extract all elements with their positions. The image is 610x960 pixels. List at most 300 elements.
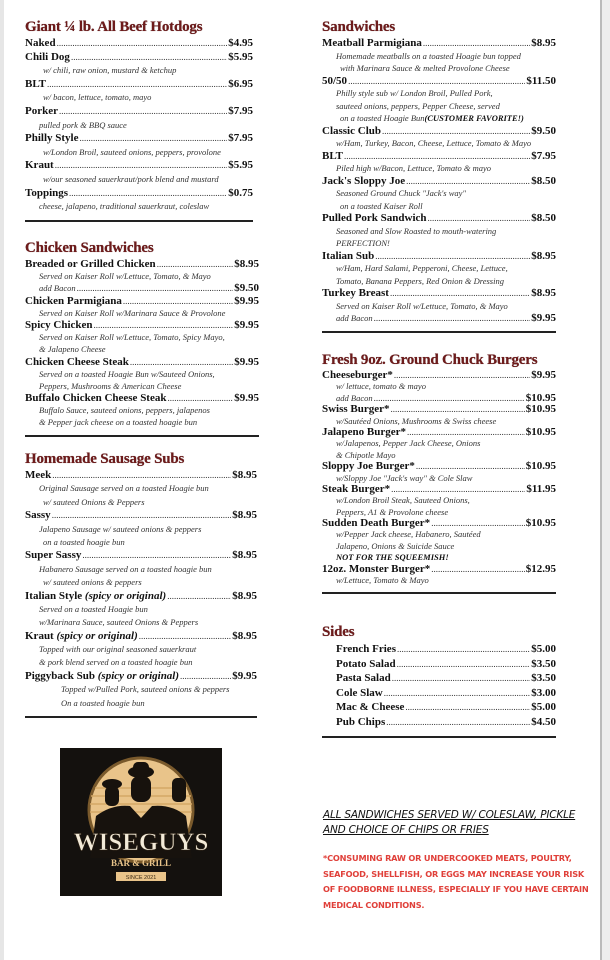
item-description bbox=[25, 91, 253, 105]
item-name-text: Pasta Salad bbox=[336, 672, 391, 685]
menu-item bbox=[25, 159, 253, 173]
dot-leader bbox=[52, 509, 232, 522]
item-name-text: Turkey Breast bbox=[322, 287, 389, 299]
section-divider bbox=[322, 592, 556, 594]
item-name-text: Philly Style bbox=[25, 132, 79, 145]
item-name bbox=[322, 484, 390, 495]
menu-item bbox=[25, 51, 253, 65]
item-price: $8.95 bbox=[232, 589, 257, 602]
item-name bbox=[25, 105, 58, 119]
item-name-text: Chili Dog bbox=[25, 50, 70, 63]
item-name bbox=[25, 630, 138, 643]
item-description bbox=[25, 200, 253, 214]
item-description bbox=[322, 200, 556, 213]
logo-since: SINCE 2021 bbox=[125, 875, 157, 881]
item-description bbox=[322, 575, 556, 586]
item-price: $0.75 bbox=[228, 186, 253, 199]
item-price: $3.50 bbox=[531, 672, 556, 685]
item-description bbox=[25, 683, 257, 696]
dot-leader bbox=[55, 159, 228, 173]
menu-item bbox=[25, 187, 253, 201]
item-name bbox=[25, 159, 54, 173]
item-description bbox=[25, 643, 257, 656]
description-text: Topped with our original seasoned sauerkraut bbox=[39, 644, 197, 655]
menu-item bbox=[25, 319, 259, 331]
item-name-text: Super Sassy bbox=[25, 549, 82, 562]
item-price: $8.95 bbox=[232, 509, 257, 522]
item-description bbox=[322, 416, 556, 427]
dot-leader bbox=[405, 700, 530, 715]
item-name bbox=[322, 75, 347, 88]
section-sandwiches bbox=[322, 17, 556, 333]
item-description bbox=[25, 616, 257, 629]
dot-leader bbox=[344, 150, 530, 163]
menu-item bbox=[322, 287, 556, 300]
section-title: Giant ¼ lb. All Beef Hotdogs bbox=[25, 19, 203, 35]
item-name-option: (spicy or original) bbox=[56, 629, 138, 642]
item-price: $11.50 bbox=[526, 74, 556, 87]
item-name bbox=[322, 250, 374, 263]
item-name bbox=[322, 370, 393, 381]
menu-item bbox=[25, 630, 257, 643]
item-name-text: Sloppy Joe Burger* bbox=[322, 461, 415, 473]
description-highlight: NOT FOR THE SQUEEMISH! bbox=[336, 552, 449, 563]
item-description bbox=[25, 343, 259, 355]
description-text: w/Ham, Turkey, Bacon, Cheese, Lettuce, Tomato & Mayo bbox=[336, 138, 532, 148]
item-name-text: Porker bbox=[25, 104, 58, 117]
menu-item bbox=[322, 715, 556, 730]
item-description bbox=[322, 100, 556, 113]
item-name-text: Steak Burger* bbox=[322, 483, 391, 495]
item-name bbox=[322, 37, 422, 50]
description-text: Jalapeno Sausage w/ sauteed onions & peppers bbox=[39, 523, 202, 534]
item-price: $5.95 bbox=[228, 50, 253, 63]
item-description bbox=[25, 576, 257, 589]
item-price: $10.95 bbox=[525, 392, 556, 404]
item-price: $8.95 bbox=[234, 258, 259, 270]
description-text: Seasoned and Slow Roasted to mouth-watering bbox=[336, 225, 497, 236]
item-price: $9.95 bbox=[234, 392, 259, 405]
description-text: on a toasted Hoagie Bun bbox=[340, 113, 425, 123]
item-name bbox=[25, 258, 156, 270]
description-text: PERFECTION! bbox=[336, 238, 390, 248]
item-price: $9.50 bbox=[234, 282, 259, 295]
item-name-text: 12oz. Monster Burger* bbox=[322, 563, 431, 575]
item-name-text: Kraut bbox=[25, 159, 54, 172]
dot-leader bbox=[431, 518, 525, 529]
section-title: Sides bbox=[322, 624, 355, 640]
item-description bbox=[25, 64, 253, 78]
description-highlight: (CUSTOMER FAVORITE!) bbox=[424, 113, 524, 123]
menu-item bbox=[25, 295, 259, 307]
description-text: Jalapeno, Onions & Suicide Sauce bbox=[336, 540, 455, 551]
item-name-text: 50/50 bbox=[322, 74, 348, 87]
item-name bbox=[25, 549, 81, 562]
menu-item bbox=[25, 105, 253, 119]
dot-leader bbox=[384, 686, 531, 701]
item-name bbox=[25, 356, 129, 368]
item-price: $10.95 bbox=[525, 426, 556, 438]
menu-item bbox=[322, 125, 556, 138]
menu-item bbox=[322, 700, 556, 715]
menu-item bbox=[322, 461, 556, 472]
menu-item bbox=[322, 37, 556, 50]
item-name bbox=[25, 51, 70, 65]
menu-item bbox=[322, 427, 556, 438]
item-name bbox=[322, 404, 390, 415]
item-description bbox=[25, 146, 253, 160]
item-name-text: Naked bbox=[25, 37, 56, 49]
item-description bbox=[322, 495, 556, 506]
item-description bbox=[25, 697, 257, 710]
section-title: Fresh 9oz. Ground Chuck Burgers bbox=[322, 352, 538, 368]
item-description bbox=[322, 300, 556, 313]
section-divider bbox=[25, 220, 253, 222]
dot-leader bbox=[82, 549, 231, 562]
section-burgers bbox=[322, 350, 556, 594]
dot-leader bbox=[180, 670, 231, 683]
item-price: $9.50 bbox=[531, 124, 556, 137]
description-text: w/ lettuce, tomato & mayo bbox=[336, 381, 426, 392]
item-name-text: Chicken Cheese Steak bbox=[25, 355, 129, 368]
item-price: $8.95 bbox=[232, 469, 257, 481]
item-price: $9.95 bbox=[234, 294, 259, 307]
item-name bbox=[336, 393, 373, 404]
description-text: w/our seasoned sauerkraut/pork blend and mustard bbox=[43, 173, 219, 184]
item-name bbox=[322, 287, 389, 300]
item-description bbox=[25, 496, 257, 509]
item-name bbox=[322, 150, 343, 163]
menu-item bbox=[25, 670, 257, 683]
item-name-text: Breaded or Grilled Chicken bbox=[25, 258, 156, 270]
item-name bbox=[322, 427, 406, 438]
dot-leader bbox=[69, 187, 227, 201]
item-price: $9.95 bbox=[232, 669, 257, 682]
item-description bbox=[322, 62, 556, 75]
item-name-text: BLT bbox=[25, 77, 47, 90]
menu-item bbox=[322, 657, 556, 672]
description-text: with Marinara Sauce & melted Provolone Cheese bbox=[340, 63, 510, 73]
item-name bbox=[25, 319, 93, 331]
dot-leader bbox=[428, 212, 531, 225]
item-name-text: Meatball Parmigiana bbox=[322, 37, 422, 49]
menu-item bbox=[322, 404, 556, 415]
item-description bbox=[25, 416, 259, 428]
menu-item bbox=[25, 258, 259, 270]
description-text: w/Jalapenos, Pepper Jack Cheese, Onions bbox=[336, 438, 481, 449]
description-text: Homemade meatballs on a toasted Hoagie bun topped bbox=[336, 50, 521, 61]
item-price: $8.95 bbox=[531, 37, 556, 49]
dot-leader bbox=[391, 404, 525, 415]
item-name bbox=[25, 469, 51, 482]
item-name-text: Jalapeno Burger* bbox=[322, 426, 407, 438]
description-text: Philly style sub w/ London Broil, Pulled Pork, bbox=[336, 88, 493, 98]
item-price: $8.95 bbox=[232, 549, 257, 562]
item-description bbox=[25, 331, 259, 343]
item-description bbox=[25, 368, 259, 380]
item-description bbox=[25, 563, 257, 576]
item-name bbox=[25, 187, 68, 201]
addon-row bbox=[322, 393, 556, 404]
description-text: Topped w/Pulled Pork, sauteed onions & peppers bbox=[61, 684, 230, 695]
dot-leader bbox=[59, 105, 227, 119]
item-description bbox=[25, 307, 259, 319]
item-name bbox=[25, 295, 122, 307]
description-text: Served on Kaiser Roll w/Lettuce, Tomato, Spicy Mayo, bbox=[39, 332, 225, 343]
item-name-text: BLT bbox=[322, 149, 344, 162]
description-text: on a toasted Kaiser Roll bbox=[340, 200, 423, 211]
item-description bbox=[25, 173, 253, 187]
menu-item bbox=[322, 75, 556, 88]
description-text: Piled high w/Bacon, Lettuce, Tomato & mayo bbox=[336, 163, 492, 173]
item-name-text: Italian Style bbox=[25, 589, 83, 602]
logo-emblem-icon bbox=[60, 748, 222, 896]
dot-leader bbox=[123, 295, 233, 307]
dot-leader bbox=[57, 37, 228, 51]
description-text: w/ sauteed Onions & Peppers bbox=[43, 496, 145, 507]
item-name-text: Mac & Cheese bbox=[336, 701, 405, 714]
menu-item bbox=[25, 132, 253, 146]
item-name bbox=[322, 125, 381, 138]
description-text: w/Sloppy Joe "Jack's way" & Cole Slaw bbox=[336, 472, 473, 483]
menu-item bbox=[322, 484, 556, 495]
item-description bbox=[25, 404, 259, 416]
description-text: Served on Kaiser Roll w/Lettuce, Tomato, & Mayo bbox=[336, 300, 508, 311]
menu-item bbox=[322, 370, 556, 381]
item-name-option: (spicy or original) bbox=[97, 669, 180, 682]
menu-item bbox=[322, 250, 556, 263]
item-name bbox=[25, 78, 46, 92]
item-name-text: Sudden Death Burger* bbox=[322, 518, 431, 530]
section-divider bbox=[25, 716, 257, 718]
item-name bbox=[322, 461, 415, 472]
dot-leader bbox=[77, 282, 234, 294]
item-name-text: Classic Club bbox=[322, 124, 381, 137]
addon-row bbox=[25, 282, 259, 294]
menu-item bbox=[322, 642, 556, 657]
dot-leader bbox=[382, 125, 530, 138]
item-name bbox=[322, 212, 427, 225]
dot-leader bbox=[167, 590, 231, 603]
dot-leader bbox=[423, 37, 530, 50]
menu-item bbox=[25, 590, 257, 603]
section-title: Chicken Sandwiches bbox=[25, 240, 154, 256]
description-text: & Pepper jack cheese on a toasted hoagie bun bbox=[39, 417, 198, 428]
menu-item bbox=[25, 549, 257, 562]
description-text: w/Pepper Jack cheese, Habanero, Sautéed bbox=[336, 529, 481, 540]
page-scrollbar[interactable] bbox=[600, 0, 610, 960]
wiseguys-logo bbox=[60, 748, 222, 896]
description-text: w/ sauteed onions & peppers bbox=[43, 577, 142, 588]
dot-leader bbox=[79, 132, 227, 146]
item-price: $3.00 bbox=[531, 686, 556, 699]
dot-leader bbox=[416, 461, 525, 472]
description-text: w/ bacon, lettuce, tomato, mayo bbox=[43, 92, 152, 103]
dot-leader bbox=[431, 564, 525, 575]
dot-leader bbox=[52, 469, 231, 482]
dot-leader bbox=[71, 51, 227, 65]
description-text: & Chipotle Mayo bbox=[336, 449, 396, 460]
item-price: $12.95 bbox=[525, 563, 556, 575]
item-description bbox=[322, 112, 556, 125]
item-name bbox=[336, 312, 373, 325]
item-description bbox=[322, 162, 556, 175]
item-description bbox=[322, 507, 556, 518]
menu-item bbox=[25, 356, 259, 368]
menu-item bbox=[322, 150, 556, 163]
page-edge-left bbox=[0, 0, 4, 960]
section-sides bbox=[322, 622, 556, 738]
item-price: $5.00 bbox=[531, 701, 556, 714]
item-price: $6.95 bbox=[228, 77, 253, 90]
item-description bbox=[25, 482, 257, 495]
description-text: w/Sautéed Onions, Mushrooms & Swiss cheese bbox=[336, 415, 497, 426]
item-description bbox=[322, 87, 556, 100]
menu-item bbox=[25, 509, 257, 522]
dot-leader bbox=[397, 657, 531, 672]
item-name bbox=[336, 700, 404, 715]
item-name-text: Cheeseburger* bbox=[322, 370, 393, 381]
description-text: cheese, jalapeno, traditional sauerkraut, coleslaw bbox=[39, 201, 210, 212]
section-divider bbox=[25, 435, 259, 437]
menu-item bbox=[25, 392, 259, 404]
item-description bbox=[322, 275, 556, 288]
item-name-option: (spicy or original) bbox=[84, 589, 167, 602]
item-name-text: Italian Sub bbox=[322, 249, 375, 262]
menu-item bbox=[322, 212, 556, 225]
dot-leader bbox=[374, 312, 531, 325]
item-price: $11.95 bbox=[526, 483, 556, 495]
item-name bbox=[336, 671, 391, 686]
item-name bbox=[25, 392, 166, 404]
item-description bbox=[322, 137, 556, 150]
item-description bbox=[322, 473, 556, 484]
item-price: $10.95 bbox=[525, 518, 556, 530]
item-name bbox=[322, 175, 405, 188]
dot-leader bbox=[94, 319, 234, 331]
item-name-text: French Fries bbox=[336, 643, 396, 655]
dot-leader bbox=[394, 370, 530, 381]
dot-leader bbox=[375, 250, 530, 263]
section-title: Sandwiches bbox=[322, 19, 396, 35]
item-name-text: add Bacon bbox=[39, 283, 76, 294]
dot-leader bbox=[386, 715, 530, 730]
section-chicken-sandwiches bbox=[25, 238, 259, 437]
logo-name: WISEGUYS bbox=[73, 829, 209, 856]
description-text: w/ chili, raw onion, mustard & ketchup bbox=[43, 65, 177, 76]
item-name-text: Potato Salad bbox=[336, 657, 396, 670]
description-text: w/London Broil, sauteed onions, peppers, provolone bbox=[43, 146, 221, 157]
description-text: Served on Kaiser Roll w/Marinara Sauce & Provolone bbox=[39, 307, 226, 318]
item-price: $4.95 bbox=[228, 37, 253, 49]
dot-leader bbox=[391, 484, 525, 495]
item-description bbox=[25, 119, 253, 133]
dot-leader bbox=[392, 671, 531, 686]
item-name-text: Toppings bbox=[25, 186, 69, 199]
description-text: Peppers, A1 & Provolone cheese bbox=[336, 506, 449, 517]
item-name bbox=[25, 132, 78, 146]
item-price: $7.95 bbox=[531, 149, 556, 162]
dot-leader bbox=[47, 78, 227, 92]
dot-leader bbox=[130, 356, 233, 368]
item-price: $4.50 bbox=[531, 715, 556, 728]
item-price: $9.95 bbox=[234, 355, 259, 368]
dot-leader bbox=[397, 642, 530, 657]
item-description bbox=[25, 656, 257, 669]
item-description bbox=[25, 603, 257, 616]
item-name-text: add Bacon bbox=[336, 392, 373, 403]
dot-leader bbox=[374, 393, 525, 404]
menu-item bbox=[322, 175, 556, 188]
description-text: pulled pork & BBQ sauce bbox=[39, 119, 127, 130]
description-text: Tomato, Banana Peppers, Red Onion & Dressing bbox=[336, 275, 504, 286]
item-name bbox=[39, 282, 76, 294]
item-description bbox=[25, 270, 259, 282]
item-price: $5.00 bbox=[531, 643, 556, 655]
item-description bbox=[322, 450, 556, 461]
item-name bbox=[25, 670, 179, 683]
item-name-text: Pub Chips bbox=[336, 715, 386, 728]
item-price: $7.95 bbox=[228, 104, 253, 117]
item-description bbox=[322, 187, 556, 200]
section-sausage-subs bbox=[25, 449, 257, 718]
dot-leader bbox=[407, 427, 525, 438]
item-name bbox=[322, 564, 430, 575]
description-text: Peppers, Mushrooms & American Cheese bbox=[39, 380, 182, 391]
menu-item bbox=[25, 469, 257, 482]
item-description bbox=[322, 552, 556, 563]
item-name-text: add Bacon bbox=[336, 313, 373, 323]
item-price: $9.95 bbox=[531, 370, 556, 381]
item-name-text: Kraut bbox=[25, 629, 54, 642]
dot-leader bbox=[157, 258, 234, 270]
item-description bbox=[25, 536, 257, 549]
item-name bbox=[25, 590, 166, 603]
item-description bbox=[322, 225, 556, 238]
menu-item bbox=[322, 564, 556, 575]
item-description bbox=[322, 237, 556, 250]
description-text: on a toasted hoagie bun bbox=[43, 536, 125, 547]
item-name bbox=[25, 509, 51, 522]
description-text: w/Marinara Sauce, sauteed Onions & Peppers bbox=[39, 617, 199, 628]
description-text: & pork blend served on a toasted hoagie bun bbox=[39, 657, 193, 668]
item-name bbox=[25, 37, 56, 51]
dot-leader bbox=[348, 75, 525, 88]
item-name-text: Jack's Sloppy Joe bbox=[322, 174, 406, 187]
item-price: $9.95 bbox=[531, 312, 556, 324]
item-description bbox=[322, 381, 556, 392]
description-text: Original Sausage served on a toasted Hoagie bun bbox=[39, 483, 209, 494]
item-name-text: Chicken Parmigiana bbox=[25, 294, 122, 307]
dot-leader bbox=[390, 287, 530, 300]
item-price: $10.95 bbox=[525, 461, 556, 473]
section-title: Homemade Sausage Subs bbox=[25, 451, 185, 467]
menu-item bbox=[322, 671, 556, 686]
menu-item bbox=[322, 518, 556, 529]
item-description bbox=[322, 438, 556, 449]
item-name-text: Sassy bbox=[25, 509, 51, 522]
sides-note: ALL SANDWICHES SERVED W/ COLESLAW, PICKLE AND CHOICE OF CHIPS OR FRIES bbox=[323, 809, 576, 836]
description-text: Served on a toasted Hoagie bun bbox=[39, 603, 148, 614]
description-text: On a toasted hoagie bun bbox=[61, 697, 145, 708]
item-description bbox=[322, 50, 556, 63]
section-hotdogs bbox=[25, 17, 253, 222]
item-price: $10.95 bbox=[525, 404, 556, 416]
section-divider bbox=[322, 736, 556, 738]
item-name-text: Spicy Chicken bbox=[25, 318, 93, 331]
consumer-warning: *CONSUMING RAW OR UNDERCOOKED MEATS, POULTRY, SEAFOOD, SHELLFISH, OR EGGS MAY INCREASE YOUR RISK OF FOODBORNE ILLNESS, ESPECIALLY IF YOU HAVE CERTAIN MEDICAL CONDITIONS. bbox=[323, 853, 589, 910]
item-description bbox=[322, 262, 556, 275]
